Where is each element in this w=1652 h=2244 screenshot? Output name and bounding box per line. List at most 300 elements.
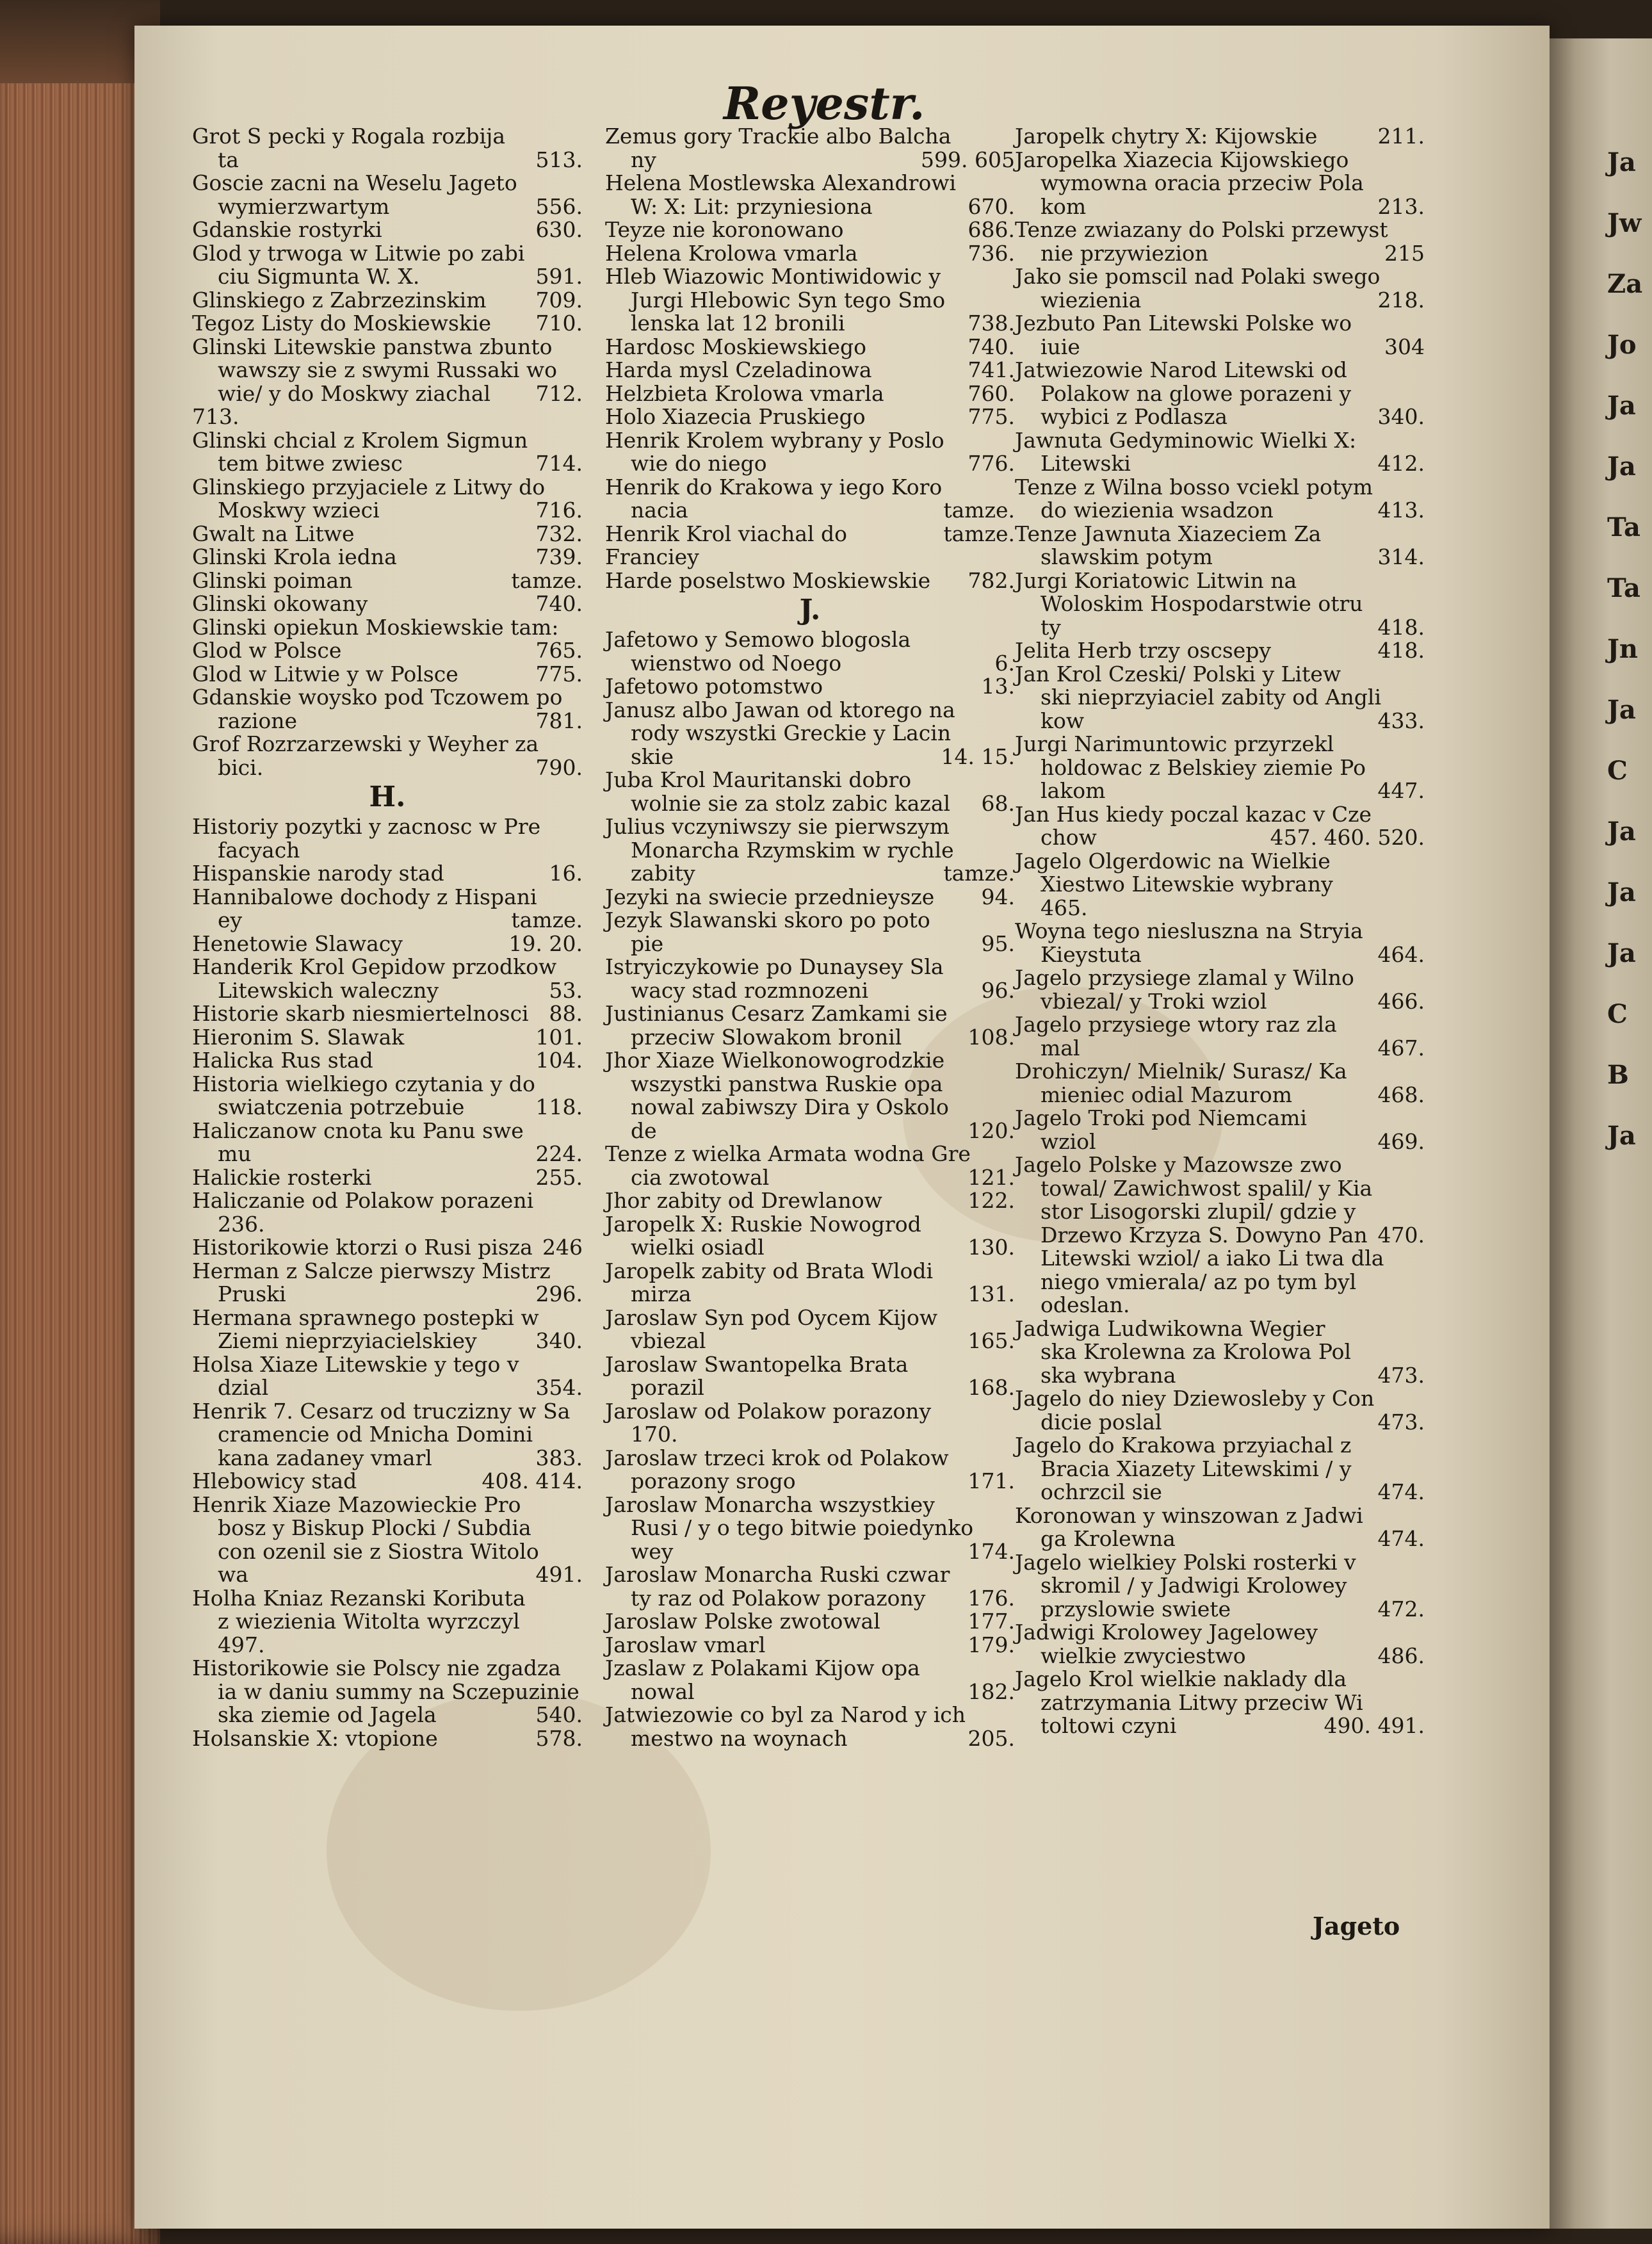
index-entry-continuation: lakom — [1041, 778, 1106, 803]
index-entry-continuation: Ziemi nieprzyiacielskiey — [218, 1328, 477, 1353]
index-entry — [605, 699, 1015, 769]
index-entry — [605, 1493, 1015, 1564]
index-entry — [605, 909, 1015, 955]
index-entry — [605, 429, 1015, 476]
index-column-2 — [605, 125, 1015, 1750]
index-entry-continuation: slawskim potym — [1041, 544, 1213, 569]
index-entry — [192, 1587, 583, 1657]
index-page-ref: 130. — [968, 1235, 1015, 1260]
index-entry-heading: Jafetowo potomstwo — [605, 674, 823, 699]
index-entry-heading: Hleb Wiazowic Montiwidowic y — [605, 264, 941, 289]
index-entry-continuation: vbiezal/ y Troki wziol — [1041, 988, 1267, 1014]
facing-page-text-fragment: Jo — [1607, 330, 1637, 360]
index-entry — [1015, 1668, 1425, 1738]
index-entry-heading: Halickie rosterki — [192, 1164, 372, 1190]
index-entry-continuation: skie — [631, 744, 674, 769]
index-entry-heading: Jawnuta Gedyminowic Wielki X: — [1015, 427, 1357, 453]
index-entry — [1015, 966, 1425, 1013]
index-entry — [605, 1142, 1015, 1189]
index-page-ref: 540. — [535, 1702, 583, 1727]
index-entry — [605, 405, 1015, 429]
index-entry-heading: Glinskiego przyjaciele z Litwy do — [192, 474, 546, 500]
index-entry-heading: Holo Xiazecia Pruskiego — [605, 404, 866, 429]
index-entry — [1015, 639, 1425, 663]
index-entry — [605, 1657, 1015, 1703]
index-entry-heading: Drohiczyn/ Mielnik/ Surasz/ Ka — [1015, 1059, 1347, 1084]
index-entry-continuation: nowal zabiwszy Dira y Oskolo — [631, 1094, 949, 1119]
index-entry-continuation: wa — [218, 1562, 248, 1587]
index-entry — [192, 932, 583, 956]
index-entry-heading: Glinski opiekun Moskiewskie tam: — [192, 614, 559, 640]
index-entry-heading: Henrik do Krakowa y iego Koro — [605, 474, 943, 500]
index-entry-continuation: przeciw Slowakom bronil — [631, 1024, 902, 1050]
index-page-ref: 413. — [1377, 498, 1425, 523]
index-entry-continuation: nowal — [631, 1679, 695, 1704]
index-entry — [192, 1400, 583, 1470]
index-entry-heading: Hlebowicy stad — [192, 1468, 357, 1493]
index-entry — [192, 886, 583, 932]
facing-page-text-fragment: C — [1607, 756, 1628, 786]
index-page-ref: 775. — [968, 404, 1015, 429]
index-entry-continuation: ty — [1041, 614, 1061, 640]
index-entry-heading: Jafetowo y Semowo blogosla — [605, 627, 911, 652]
index-entry-heading: Jagelo Polske y Mazowsze zwo — [1015, 1152, 1342, 1177]
index-entry-continuation: Woloskim Hospodarstwie otru — [1041, 591, 1363, 616]
index-entry-continuation: ny — [631, 147, 656, 172]
facing-page-text-fragment: Jn — [1607, 634, 1639, 664]
index-entry — [192, 592, 583, 616]
index-entry-heading: Henrik 7. Cesarz od truczizny w Sa — [192, 1398, 571, 1424]
index-page-ref: 94. — [981, 884, 1015, 909]
index-entry-heading: Jaropelka Xiazecia Kijowskiego — [1015, 147, 1349, 172]
index-entry — [1015, 850, 1425, 920]
index-column-1 — [192, 125, 583, 1750]
index-page-ref: 13. — [981, 674, 1015, 699]
index-entry — [605, 1260, 1015, 1306]
index-entry-continuation: kana zadaney vmarl — [218, 1445, 432, 1470]
index-entry-heading: Jaroslaw Syn pod Oycem Kijow — [605, 1305, 938, 1330]
index-entry — [1015, 733, 1425, 803]
index-page-ref: tamze. — [943, 521, 1015, 546]
index-page-ref: 118. — [535, 1094, 583, 1119]
index-entry — [192, 1119, 583, 1166]
index-entry-continuation: Kieystuta — [1041, 941, 1142, 967]
facing-page-edge — [1550, 38, 1652, 2229]
index-entry-heading: Glinski okowany — [192, 591, 368, 616]
index-page-ref: 760. — [968, 380, 1015, 406]
index-page-ref: 176. — [968, 1585, 1015, 1611]
index-entry-heading: Teyze nie koronowano — [605, 217, 844, 242]
index-page-ref: 781. — [535, 708, 583, 733]
index-entry-heading: Tenze Jawnuta Xiazeciem Za — [1015, 521, 1322, 546]
index-entry-continuation: ia w daniu summy na Sczepuzinie — [218, 1679, 579, 1704]
index-page-ref: 96. — [981, 977, 1015, 1003]
index-entry — [192, 289, 583, 313]
index-entry — [605, 242, 1015, 266]
index-entry-heading: Halicka Rus stad — [192, 1048, 373, 1073]
index-page-ref: 433. — [1377, 708, 1425, 733]
index-entry-continuation: Litewski — [1041, 451, 1131, 476]
index-entry-heading: Jatwiezowie Narod Litewski od — [1015, 357, 1347, 382]
index-entry — [192, 815, 583, 862]
index-entry — [605, 1002, 1015, 1049]
index-entry-heading: Jhor zabity od Drewlanow — [605, 1188, 882, 1213]
running-head: Reyestr. — [724, 77, 925, 130]
index-entry — [605, 886, 1015, 909]
index-entry — [605, 218, 1015, 242]
index-entry-heading: Jezbuto Pan Litewski Polske wo — [1015, 311, 1352, 336]
index-entry-heading: Koronowan y winszowan z Jadwi — [1015, 1502, 1363, 1528]
index-entry — [1015, 359, 1425, 429]
index-entry — [192, 1260, 583, 1306]
index-page-ref: 121. — [968, 1164, 1015, 1190]
index-entry — [192, 1493, 583, 1587]
index-entry-heading: Jagelo do niey Dziewosleby y Con — [1015, 1386, 1375, 1411]
index-entry-heading: Tenze z Wilna bosso vciekl potym — [1015, 474, 1373, 500]
index-entry-continuation: lenska lat 12 bronili — [631, 311, 845, 336]
index-entry — [192, 1189, 583, 1236]
index-page-ref: 165. — [968, 1328, 1015, 1353]
index-entry — [192, 172, 583, 218]
index-page-ref: 174. — [968, 1538, 1015, 1564]
index-entry — [192, 336, 583, 406]
index-entry-heading: Tegoz Listy do Moskiewskie — [192, 311, 492, 336]
index-entry-heading: Jan Krol Czeski/ Polski y Litew — [1015, 661, 1341, 687]
index-entry-continuation: ska wybrana — [1041, 1362, 1176, 1388]
index-entry-heading: Jagelo przysiege wtory raz zla — [1015, 1012, 1337, 1037]
index-entry-continuation: con ozenil sie z Siostra Witolo — [218, 1538, 539, 1564]
index-entry — [192, 523, 583, 546]
index-entry — [1015, 1434, 1425, 1504]
index-entry-heading: Jelita Herb trzy oscsepy — [1015, 638, 1272, 663]
index-entry-heading: Glinski poiman — [192, 567, 353, 593]
facing-page-text-fragment: Ja — [1607, 877, 1636, 907]
index-entry — [1015, 429, 1425, 476]
facing-page-text-fragment: Ja — [1607, 695, 1636, 725]
index-entry-heading: Hannibalowe dochody z Hispani — [192, 884, 537, 909]
index-entry — [192, 1049, 583, 1073]
index-page-ref: 457. 460. 520. — [1270, 825, 1425, 850]
index-entry-heading: Hieronim S. Slawak — [192, 1024, 405, 1050]
index-page-ref: 464. — [1377, 941, 1425, 967]
index-entry-continuation: ska ziemie od Jagela — [218, 1702, 437, 1727]
index-entry-heading: Istryiczykowie po Dunaysey Sla — [605, 954, 944, 979]
index-entry-heading: Jaroslaw trzeci krok od Polakow — [605, 1445, 949, 1470]
index-page-ref: 205. — [968, 1725, 1015, 1751]
index-page-ref: 179. — [968, 1632, 1015, 1657]
index-page-ref: 101. — [535, 1024, 583, 1050]
index-entry — [605, 1306, 1015, 1353]
index-entry-continuation: zatrzymania Litwy przeciw Wi — [1041, 1689, 1363, 1715]
index-entry-heading: Julius vczyniwszy sie pierwszym — [605, 814, 950, 839]
index-entry-continuation: razione — [218, 708, 298, 733]
index-entry-heading: Helzbieta Krolowa vmarla — [605, 380, 884, 406]
index-page-ref: 716. — [535, 498, 583, 523]
index-entry — [192, 1657, 583, 1727]
index-entry — [1015, 125, 1425, 149]
index-entry — [605, 1610, 1015, 1634]
facing-page-text-fragment: Ja — [1607, 147, 1636, 177]
index-entry — [605, 1213, 1015, 1260]
index-entry-continuation: rody wszystki Greckie y Lacin — [631, 720, 952, 745]
index-entry-continuation: stor Lisogorski zlupil/ gdzie y — [1041, 1199, 1356, 1224]
facing-page-text-fragment: Ja — [1607, 938, 1636, 968]
index-entry-continuation: wymowna oracia przeciw Pola — [1041, 170, 1364, 195]
index-entry-heading: Jatwiezowie co byl za Narod y ich — [605, 1702, 966, 1727]
facing-page-text-fragment: Ja — [1607, 451, 1636, 482]
index-entry — [605, 1400, 1015, 1447]
index-entry-heading: 713. — [192, 404, 239, 429]
index-entry — [1015, 803, 1425, 850]
index-entry-heading: Handerik Krol Gepidow przodkow — [192, 954, 557, 979]
index-entry-continuation: pie — [631, 931, 664, 956]
index-entry — [1015, 1504, 1425, 1551]
index-page-ref: 218. — [1377, 287, 1425, 313]
index-entry-continuation: wybici z Podlasza — [1041, 404, 1228, 429]
index-entry — [192, 1026, 583, 1050]
index-page-ref: 591. — [535, 264, 583, 289]
index-entry-continuation: ty raz od Polakow porazony — [631, 1585, 926, 1611]
facing-page-text-fragment: Ja — [1607, 817, 1636, 847]
index-entry — [1015, 569, 1425, 640]
index-entry-continuation: mal — [1041, 1035, 1080, 1061]
index-page-ref: tamze. — [511, 907, 583, 932]
index-entry — [192, 1166, 583, 1190]
index-page-ref: 739. — [535, 544, 583, 569]
index-page-ref: 765. — [535, 638, 583, 663]
index-entry — [605, 1703, 1015, 1750]
index-page-ref: 104. — [535, 1048, 583, 1073]
index-entry — [605, 768, 1015, 815]
index-entry-heading: Henrik Xiaze Mazowieckie Pro — [192, 1492, 521, 1517]
index-page-ref: 740. — [535, 591, 583, 616]
index-entry-heading: Holsanskie X: vtopione — [192, 1725, 438, 1751]
index-entry — [1015, 1621, 1425, 1668]
index-entry-heading: Jaroslaw Monarcha Ruski czwar — [605, 1562, 950, 1587]
index-entry-continuation: toltowi czyni — [1041, 1713, 1177, 1738]
index-entry-heading: Grot S pecki y Rogala rozbija — [192, 124, 506, 149]
index-page-ref: 578. — [535, 1725, 583, 1751]
facing-page-text-fragment: Ta — [1607, 512, 1640, 542]
index-page-ref: 686. — [968, 217, 1015, 242]
index-entry-continuation: chow — [1041, 825, 1097, 850]
index-entry-continuation: ta — [218, 147, 239, 172]
index-page-ref: 473. — [1377, 1362, 1425, 1388]
index-entry-continuation: Monarcha Rzymskim w rychle — [631, 837, 954, 863]
index-page-ref: 408. 414. — [482, 1468, 583, 1493]
index-entry-continuation: zabity — [631, 861, 695, 886]
index-entry — [605, 955, 1015, 1002]
index-entry-heading: Holsa Xiaze Litewskie y tego v — [192, 1351, 519, 1377]
index-page-ref: 340. — [535, 1328, 583, 1353]
index-page-ref: tamze. — [943, 498, 1015, 523]
index-page-ref: 354. — [535, 1375, 583, 1400]
index-entry — [1015, 663, 1425, 733]
index-entry — [605, 1634, 1015, 1657]
index-entry-heading: Historikowie ktorzi o Rusi pisza — [192, 1235, 533, 1260]
index-entry-heading: Harde poselstwo Moskiewskie — [605, 567, 931, 593]
index-page-ref: 714. — [535, 451, 583, 476]
index-section-letter: H. — [369, 781, 406, 813]
index-page-ref: 14. 15. — [941, 744, 1015, 769]
index-entry-heading: Jaropelk zabity od Brata Wlodi — [605, 1258, 933, 1283]
index-entry-heading: Jaroslaw Swantopelka Brata — [605, 1351, 909, 1377]
index-entry — [1015, 1387, 1425, 1434]
index-entry-continuation: mirza — [631, 1281, 692, 1306]
index-entry-continuation: kow — [1041, 708, 1085, 733]
index-entry-continuation: 236. — [218, 1211, 265, 1237]
index-entry-heading: Historia wielkiego czytania y do — [192, 1071, 535, 1096]
index-section-letter: J. — [799, 594, 821, 626]
index-entry-heading: Jagelo Krol wielkie naklady dla — [1015, 1666, 1347, 1691]
index-entry-continuation: wie/ y do Moskwy ziachal — [218, 380, 491, 406]
index-page-ref: 740. — [968, 334, 1015, 359]
index-entry — [192, 125, 583, 172]
index-entry-continuation: kom — [1041, 193, 1087, 219]
index-entry-heading: Jagelo przysiege zlamal y Wilno — [1015, 965, 1354, 990]
index-entry — [1015, 1060, 1425, 1107]
index-entry-heading: Historie skarb niesmiertelnosci — [192, 1001, 529, 1026]
index-entry — [605, 265, 1015, 336]
index-page-ref: 670. — [968, 193, 1015, 219]
index-entry-heading: Zemus gory Trackie albo Balcha — [605, 124, 952, 149]
index-page-ref: 211. — [1377, 124, 1425, 149]
index-page-ref: 790. — [535, 754, 583, 780]
index-entry-continuation: mieniec odial Mazurom — [1041, 1082, 1292, 1107]
index-entry-continuation: nie przywiezion — [1041, 240, 1209, 266]
index-entry-heading: Glod w Litwie y w Polsce — [192, 661, 458, 687]
index-entry-continuation: ga Krolewna — [1041, 1526, 1176, 1551]
facing-page-text-fragment: Ja — [1607, 391, 1636, 421]
catchword: Jageto — [1313, 1912, 1400, 1940]
index-entry-continuation: wiezienia — [1041, 287, 1142, 313]
index-entry-heading: Glinskiego z Zabrzezinskim — [192, 287, 487, 313]
index-page-ref: tamze. — [943, 861, 1015, 886]
index-entry-continuation: towal/ Zawichwost spalil/ y Kia — [1041, 1175, 1373, 1201]
index-entry-continuation: Litewskich waleczny — [218, 977, 439, 1003]
index-entry-continuation: mestwo na woynach — [631, 1725, 848, 1751]
index-page-ref: 490. 491. — [1324, 1713, 1425, 1738]
index-entry-heading: Haliczanow cnota ku Panu swe — [192, 1118, 524, 1143]
index-entry-heading: Justinianus Cesarz Zamkami sie — [605, 1001, 948, 1026]
index-page-ref: 224. — [535, 1141, 583, 1166]
index-page-ref: 255. — [535, 1164, 583, 1190]
index-entry-heading: Janusz albo Jawan od ktorego na — [605, 697, 955, 722]
index-page-ref: 304 — [1384, 334, 1425, 359]
index-entry-continuation: Bracia Xiazety Litewskimi / y — [1041, 1456, 1352, 1481]
index-entry — [605, 675, 1015, 699]
index-entry-continuation: ey — [218, 907, 243, 932]
facing-page-text-fragment: C — [1607, 999, 1628, 1029]
index-entry-heading: Henrik Krol viachal do Franciey — [605, 521, 848, 569]
index-entry-continuation: wawszy sie z swymi Russaki wo — [218, 357, 557, 382]
index-entry — [192, 242, 583, 289]
index-page-ref: 630. — [535, 217, 583, 242]
index-entry — [605, 815, 1015, 886]
index-entry-heading: Juba Krol Mauritanski dobro — [605, 767, 912, 792]
index-entry-heading: Haliczanie od Polakow porazeni — [192, 1188, 534, 1213]
index-page-ref: 314. — [1377, 544, 1425, 569]
index-entry-continuation: holdowac z Belskiey ziemie Po — [1041, 754, 1366, 780]
index-entry-continuation: cramencie od Mnicha Domini — [218, 1422, 533, 1447]
index-entry-heading: Historiy pozytki y zacnosc w Pre — [192, 814, 541, 839]
index-entry — [1015, 265, 1425, 312]
index-page-ref: 182. — [968, 1679, 1015, 1704]
index-page-ref: 710. — [535, 311, 583, 336]
index-entry-continuation: ochrzcil sie — [1041, 1479, 1162, 1504]
index-page-ref: 120. — [968, 1118, 1015, 1143]
index-page-ref: 469. — [1377, 1128, 1425, 1154]
index-entry-heading: Jaroslaw od Polakow porazony — [605, 1398, 932, 1424]
index-entry — [605, 569, 1015, 593]
index-page-ref: 468. — [1377, 1082, 1425, 1107]
index-column-3 — [1015, 125, 1425, 1738]
index-entry-continuation: 497. — [218, 1632, 265, 1657]
index-page-ref: 712. — [535, 380, 583, 406]
index-entry-heading: Jezyk Slawanski skoro po poto — [605, 907, 930, 932]
index-page-ref: 88. — [549, 1001, 583, 1026]
index-page-ref: 418. — [1377, 638, 1425, 663]
index-entry — [192, 1727, 583, 1751]
index-entry-heading: Gdanskie woysko pod Tczowem po — [192, 685, 563, 710]
index-entry-heading: Hermana sprawnego postepki w — [192, 1305, 539, 1330]
index-entry-continuation: Jurgi Hlebowic Syn tego Smo — [631, 287, 946, 313]
index-entry — [192, 639, 583, 663]
index-entry-heading: Jan Hus kiedy poczal kazac v Cze — [1015, 801, 1372, 827]
index-entry-heading: Jurgi Koriatowic Litwin na — [1015, 567, 1297, 593]
index-page-ref: 467. — [1377, 1035, 1425, 1061]
index-entry-continuation: Pruski — [218, 1281, 286, 1306]
index-entry-heading: Jhor Xiaze Wielkonowogrodzkie — [605, 1048, 945, 1073]
index-entry-heading: Glinski Krola iedna — [192, 544, 397, 569]
index-entry-continuation: dzial — [218, 1375, 269, 1400]
index-entry — [605, 628, 1015, 675]
index-entry — [605, 1049, 1015, 1142]
index-page-ref: tamze. — [511, 567, 583, 593]
index-page-ref: 736. — [968, 240, 1015, 266]
index-entry-heading: Glod w Polsce — [192, 638, 342, 663]
index-entry — [605, 476, 1015, 523]
index-page-ref: 782. — [968, 567, 1015, 593]
index-entry — [192, 546, 583, 569]
index-entry-heading: Jaroslaw Polske zwotowal — [605, 1609, 880, 1634]
index-page-ref: 732. — [535, 521, 583, 546]
index-entry — [192, 955, 583, 1002]
facing-page-text-fragment: Ja — [1607, 1121, 1636, 1151]
index-page-ref: 177. — [968, 1609, 1015, 1634]
index-entry — [192, 476, 583, 523]
index-entry-heading: Hispanskie narody stad — [192, 861, 444, 886]
index-entry-continuation: wszystki panstwa Ruskie opa — [631, 1071, 943, 1096]
index-entry — [605, 382, 1015, 406]
index-page-ref: 473. — [1377, 1409, 1425, 1435]
index-entry — [192, 1236, 583, 1260]
index-page-ref: 383. — [535, 1445, 583, 1470]
index-entry-heading: Jaroslaw Monarcha wszystkiey — [605, 1492, 935, 1517]
index-entry — [192, 862, 583, 886]
index-page-ref: 418. — [1377, 614, 1425, 640]
index-entry-heading: Tenze zwiazany do Polski przewyst — [1015, 217, 1388, 242]
index-entry-continuation: Moskwy wzieci — [218, 498, 380, 523]
index-entry-heading: Jaropelk chytry X: Kijowskie — [1015, 124, 1318, 149]
index-entry — [192, 429, 583, 476]
index-entry — [605, 172, 1015, 218]
index-page-ref: 108. — [968, 1024, 1015, 1050]
index-entry-heading: Jaroslaw vmarl — [605, 1632, 766, 1657]
index-entry-continuation: skromil / y Jadwigi Krolowey — [1041, 1573, 1347, 1598]
index-entry — [1015, 1317, 1425, 1388]
index-entry — [1015, 149, 1425, 219]
